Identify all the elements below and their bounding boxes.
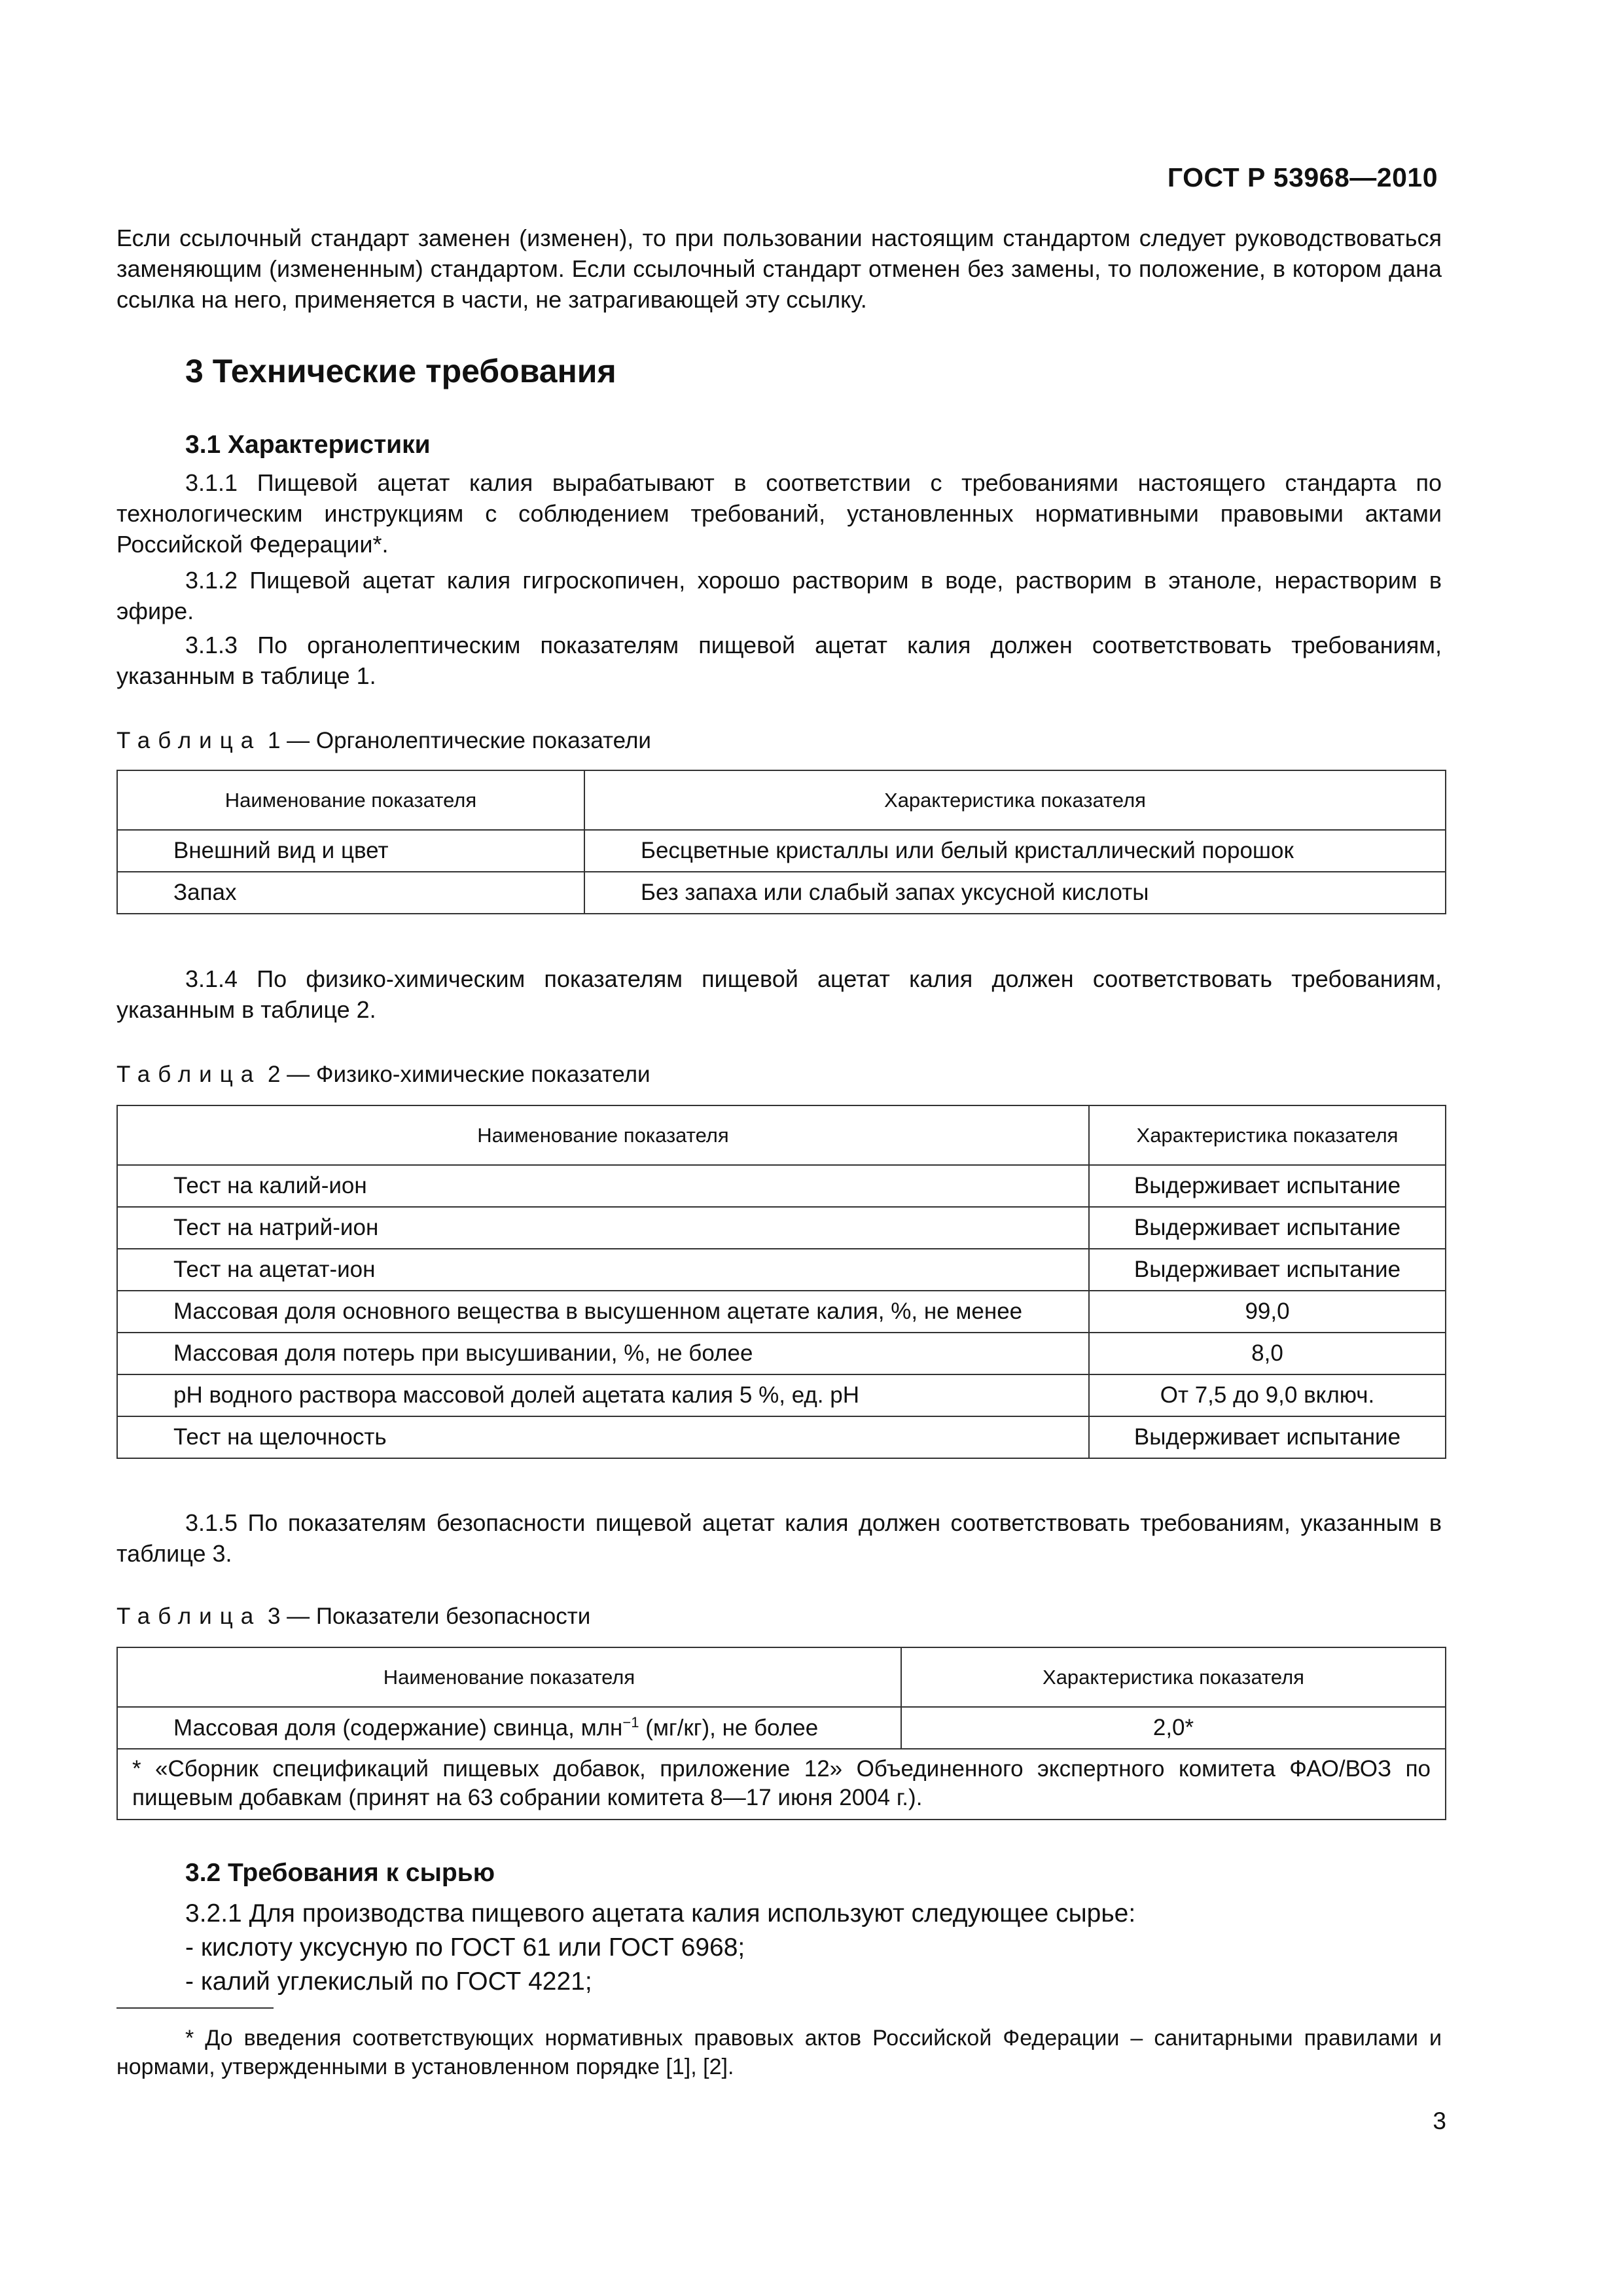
section-3-title: 3 Технические требования [185, 353, 616, 389]
paragraph-3-1-5: 3.1.5 По показателям безопасности пищевой ацетат калия должен соответствовать требованиям, указанным в таблице 3. [116, 1509, 1442, 1567]
table-1-cell-value: Без запаха или слабый запах уксусной кислоты [584, 872, 1446, 914]
table-3-safety [116, 1647, 1446, 1820]
table-row [117, 1707, 1446, 1749]
table-1-header-value: Характеристика показателя [584, 770, 1446, 830]
table-2-cell-name: Массовая доля основного вещества в высушенном ацетате калия, %, не менее [117, 1291, 1089, 1333]
table-3-cell-name-superscript: −1 [622, 1714, 639, 1731]
paragraph-3-1-3: 3.1.3 По органолептическим показателям пищевой ацетат калия должен соответствовать требованиям, указанным в таблице 1. [116, 632, 1442, 689]
intro-paragraph: Если ссылочный стандарт заменен (изменен), то при пользовании настоящим стандартом следует руководствоваться заменяющим (измененным) стандартом. Если ссылочный стандарт отменен без замены, то положение, в котором дана ссылка на него, применяется в части, не затрагивающей эту ссылку. [116, 224, 1442, 313]
table-3-header-row [117, 1647, 1446, 1707]
table-1-organoleptic [116, 770, 1446, 914]
table-3-caption-prefix: Таблица [116, 1604, 262, 1629]
table-2-cell-name: Тест на щелочность [117, 1416, 1089, 1458]
table-2-cell-value: Выдерживает испытание [1089, 1207, 1446, 1249]
table-3-cell-name [117, 1707, 901, 1749]
table-1-cell-value: Бесцветные кристаллы или белый кристаллический порошок [584, 830, 1446, 872]
table-2-cell-value: Выдерживает испытание [1089, 1249, 1446, 1291]
table-2-caption [116, 1062, 651, 1088]
table-1-caption-prefix: Таблица [116, 728, 262, 753]
list-item: - кислоту уксусную по ГОСТ 61 или ГОСТ 6968; [185, 1933, 745, 1962]
table-3-cell-name-text: Массовая доля (содержание) свинца, млн [173, 1715, 623, 1741]
table-row [117, 830, 1446, 872]
table-1-header-name: Наименование показателя [117, 770, 584, 830]
table-1-caption-text: 1 — Органолептические показатели [267, 728, 651, 753]
paragraph-3-1-4: 3.1.4 По физико-химическим показателям пищевой ацетат калия должен соответствовать требованиям, указанным в таблице 2. [116, 965, 1442, 1023]
table-1-cell-name: Запах [117, 872, 584, 914]
table-1-caption [116, 728, 651, 754]
table-3-note: * «Сборник спецификаций пищевых добавок, приложение 12» Объединенного экспертного комитета ФАО/ВОЗ по пищевым добавкам (принят на 63 собрании комитета 8—17 июня 2004 г.). [117, 1749, 1446, 1820]
raw-materials-list [185, 1897, 1135, 1999]
table-2-cell-value: 99,0 [1089, 1291, 1446, 1333]
list-item: - калий углекислый по ГОСТ 4221; [185, 1967, 592, 1996]
table-3-caption-text: 3 — Показатели безопасности [267, 1604, 591, 1629]
paragraph-3-1-1: 3.1.1 Пищевой ацетат калия вырабатывают в соответствии с требованиями настоящего стандарта по технологическим инструкциям с соблюдением требований, установленных нормативными правовыми актами Российской Федерации*. [116, 469, 1442, 558]
table-row [117, 1249, 1446, 1291]
table-2-caption-text: 2 — Физико-химические показатели [267, 1062, 651, 1087]
table-1-header-row [117, 770, 1446, 830]
table-row [117, 1374, 1446, 1416]
table-3-caption [116, 1604, 590, 1630]
table-2-header-name: Наименование показателя [117, 1105, 1089, 1165]
subsection-3-1-title: 3.1 Характеристики [185, 431, 431, 459]
table-3-cell-name-unit: (мг/кг), не более [639, 1715, 819, 1741]
paragraph-3-1-2: 3.1.2 Пищевой ацетат калия гигроскопичен, хорошо растворим в воде, растворим в этаноле, нерастворим в эфире. [116, 567, 1442, 624]
table-3-header-name: Наименование показателя [117, 1647, 901, 1707]
table-1-cell-name: Внешний вид и цвет [117, 830, 584, 872]
table-2-cell-name: Массовая доля потерь при высушивании, %, не более [117, 1333, 1089, 1374]
table-2-cell-name: pH водного раствора массовой долей ацетата калия 5 %, ед. pH [117, 1374, 1089, 1416]
table-2-header-value: Характеристика показателя [1089, 1105, 1446, 1165]
table-3-cell-value: 2,0* [901, 1707, 1446, 1749]
standard-code-header: ГОСТ Р 53968—2010 [1167, 162, 1438, 192]
subsection-3-2-title: 3.2 Требования к сырью [185, 1859, 495, 1887]
table-3-note-row [117, 1749, 1446, 1820]
table-row [117, 1416, 1446, 1458]
table-row [117, 1333, 1446, 1374]
table-2-cell-name: Тест на ацетат-ион [117, 1249, 1089, 1291]
table-2-cell-value: 8,0 [1089, 1333, 1446, 1374]
table-2-cell-value: Выдерживает испытание [1089, 1165, 1446, 1207]
table-row [117, 1291, 1446, 1333]
table-row [117, 1165, 1446, 1207]
table-row [117, 872, 1446, 914]
table-2-physicochemical [116, 1105, 1446, 1459]
table-3-header-value: Характеристика показателя [901, 1647, 1446, 1707]
table-2-cell-name: Тест на калий-ион [117, 1165, 1089, 1207]
table-2-header-row [117, 1105, 1446, 1165]
table-2-caption-prefix: Таблица [116, 1062, 262, 1087]
table-row [117, 1207, 1446, 1249]
table-2-cell-value: От 7,5 до 9,0 включ. [1089, 1374, 1446, 1416]
paragraph-3-2-1: 3.2.1 Для производства пищевого ацетата калия используют следующее сырье: [185, 1899, 1136, 1928]
page-number: 3 [1433, 2108, 1446, 2134]
footnote: * До введения соответствующих нормативных правовых актов Российской Федерации – санитарными правилами и нормами, утвержденными в установленном порядке [1], [2]. [116, 2026, 1442, 2079]
footnote-separator [116, 2007, 274, 2009]
table-2-cell-value: Выдерживает испытание [1089, 1416, 1446, 1458]
table-2-cell-name: Тест на натрий-ион [117, 1207, 1089, 1249]
